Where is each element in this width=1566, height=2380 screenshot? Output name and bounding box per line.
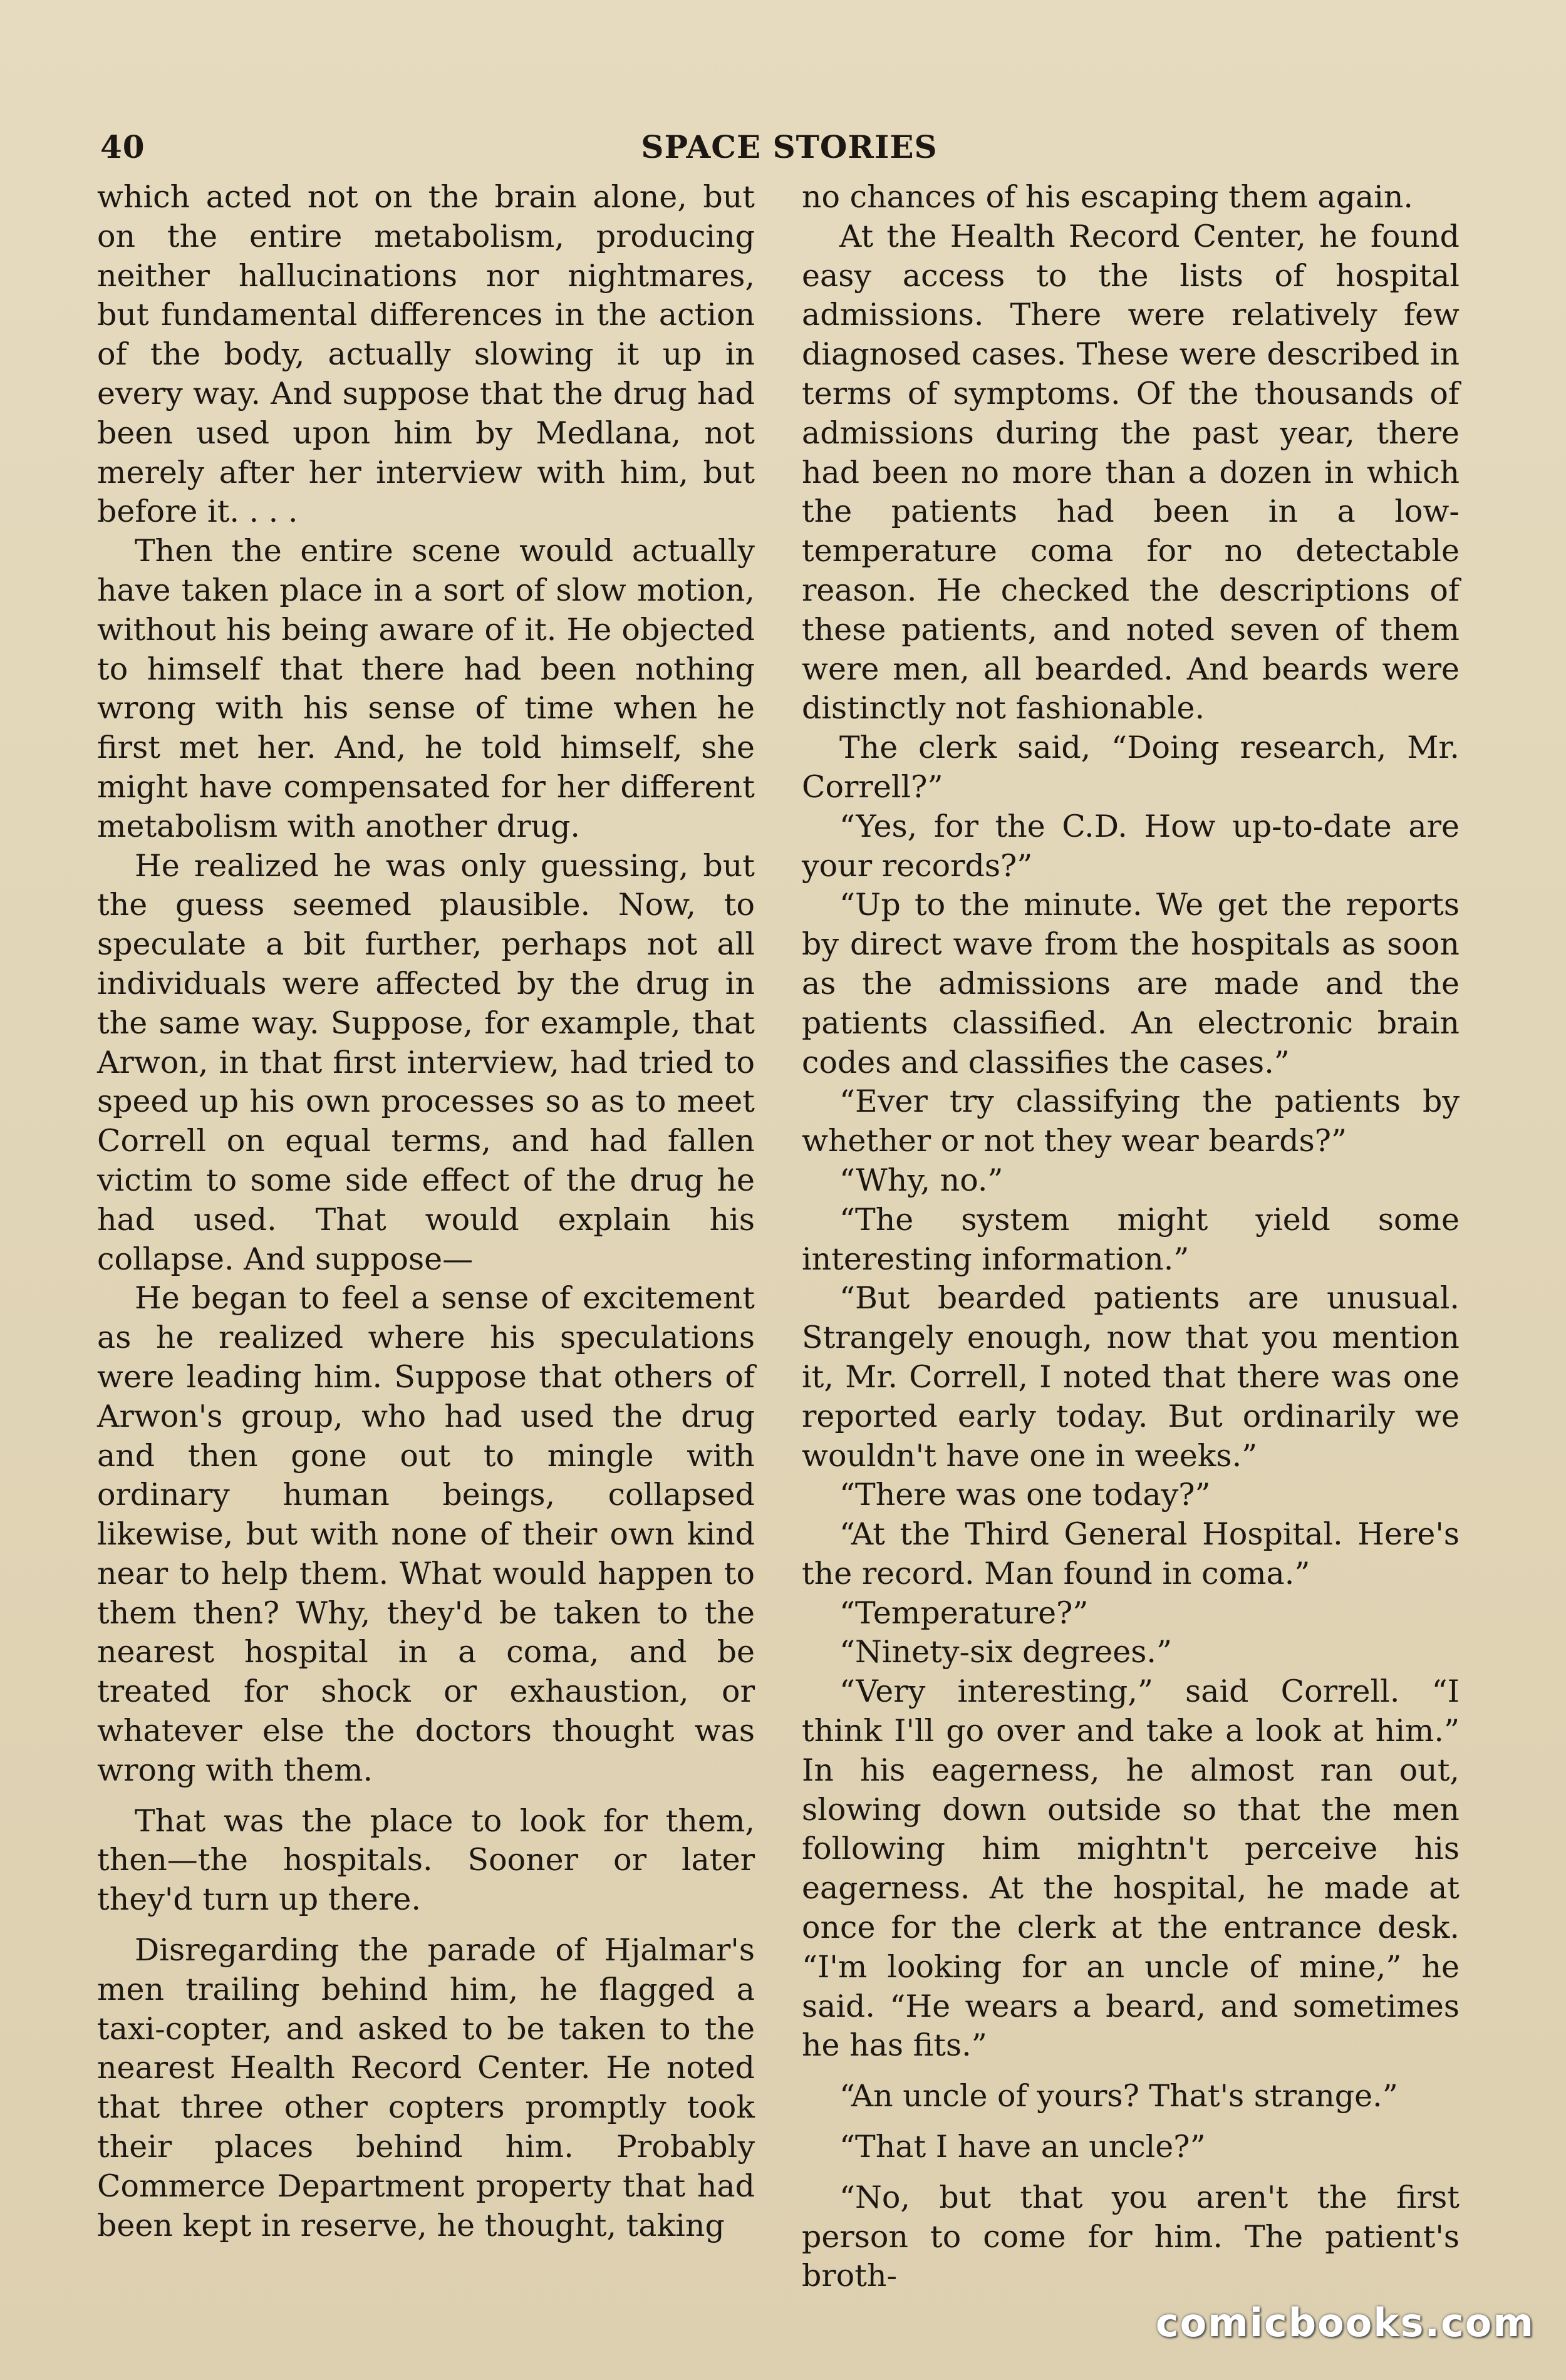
paragraph: Disregarding the parade of Hjalmar's men trailing behind him, he flagged a taxi-copter, and asked to be taken to the nearest Health Record Center. He noted that three other copters promptly took their places behind him. Probably Commerce Department property that had been kept in reserve, he thought, taking: [97, 1932, 755, 2243]
paragraph: “Ever try classifying the patients by whether or not they wear beards?”: [802, 1084, 1460, 1159]
paragraph: “Temperature?”: [839, 1595, 1089, 1631]
page-header: [100, 128, 1478, 172]
paragraph: which acted not on the brain alone, but on the entire metabolism, producing neither hallucinations nor nightmares, but fundamental differences in the action of the body, actually slowing it up in every way. And suppose that the drug had been used upon him by Medlana, not merely after her interview with him, but before it. . . .: [97, 179, 755, 530]
paragraph: “Why, no.”: [839, 1162, 1003, 1198]
paragraph: He realized he was only guessing, but the guess seemed plausible. Now, to speculate a bit further, perhaps not all individuals were affected by the drug in the same way. Suppose, for example, that Arwon, in that first interview, had tried to speed up his own processes so as to meet Correll on equal terms, and had fallen victim to some side effect of the drug he had used. That would explain his collapse. And suppose—: [97, 847, 755, 1277]
paragraph: “Yes, for the C.D. How up-to-date are your records?”: [802, 808, 1460, 884]
paragraph: “Up to the minute. We get the reports by direct wave from the hospitals as soon as the admissions are made and the patients classified. An electronic brain codes and classifies the cases.”: [802, 887, 1460, 1080]
paragraph: “That I have an uncle?”: [839, 2129, 1206, 2165]
left-column: [97, 178, 755, 2245]
paragraph: The clerk said, “Doing research, Mr. Correll?”: [802, 730, 1460, 805]
paragraph: He began to feel a sense of excitement as he realized where his speculations were leading him. Suppose that others of Arwon's group, who had used the drug and then gone out to mingle with ordinary human beings, collapsed likewise, but with none of their own kind near to help them. What would happen to them then? Why, they'd be taken to the nearest hospital in a coma, and be treated for shock or exhaustion, or whatever else the doctors thought was wrong with them.: [97, 1280, 755, 1788]
paragraph: At the Health Record Center, he found easy access to the lists of hospital admissions. There were relatively few diagnosed cases. These were described in terms of symptoms. Of the thousands of admissions during the past year, there had been no more than a dozen in which the patients had been in a low-temperature coma for no detectable reason. He checked the descriptions of these patients, and noted seven of them were men, all bearded. And beards were distinctly not fashionable.: [802, 218, 1460, 727]
paragraph: “Very interesting,” said Correll. “I think I'll go over and take a look at him.” In his eagerness, he almost ran out, slowing down outside so that the men following him mightn't perceive his eagerness. At the hospital, he made at once for the clerk at the entrance desk. “I'm looking for an uncle of mine,” he said. “He wears a beard, and sometimes he has fits.”: [802, 1674, 1460, 2064]
paragraph: That was the place to look for them, then—the hospitals. Sooner or later they'd turn up there.: [97, 1803, 755, 1918]
paragraph: “But bearded patients are unusual. Strangely enough, now that you mention it, Mr. Correll, I noted that there was one reported early today. But ordinarily we wouldn't have one in weeks.”: [802, 1280, 1460, 1474]
site-watermark: comicbooks.com: [1155, 2300, 1535, 2346]
paragraph: “At the Third General Hospital. Here's the record. Man found in coma.”: [802, 1516, 1460, 1591]
paragraph: Then the entire scene would actually have taken place in a sort of slow motion, without his being aware of it. He objected to himself that there had been nothing wrong with his sense of time when he first met her. And, he told himself, she might have compensated for her different metabolism with another drug.: [97, 533, 755, 844]
page-number: 40: [100, 128, 145, 165]
paragraph: “There was one today?”: [839, 1477, 1211, 1513]
paragraph: “An uncle of yours? That's strange.”: [839, 2078, 1398, 2114]
magazine-title: SPACE STORIES: [641, 128, 938, 165]
right-column: [802, 178, 1460, 2296]
paragraph: “No, but that you aren't the first person to come for him. The patient's broth-: [802, 2179, 1460, 2294]
paragraph: “Ninety-six degrees.”: [839, 1634, 1173, 1670]
paragraph: “The system might yield some interesting information.”: [802, 1201, 1460, 1277]
paragraph: no chances of his escaping them again.: [802, 179, 1413, 215]
